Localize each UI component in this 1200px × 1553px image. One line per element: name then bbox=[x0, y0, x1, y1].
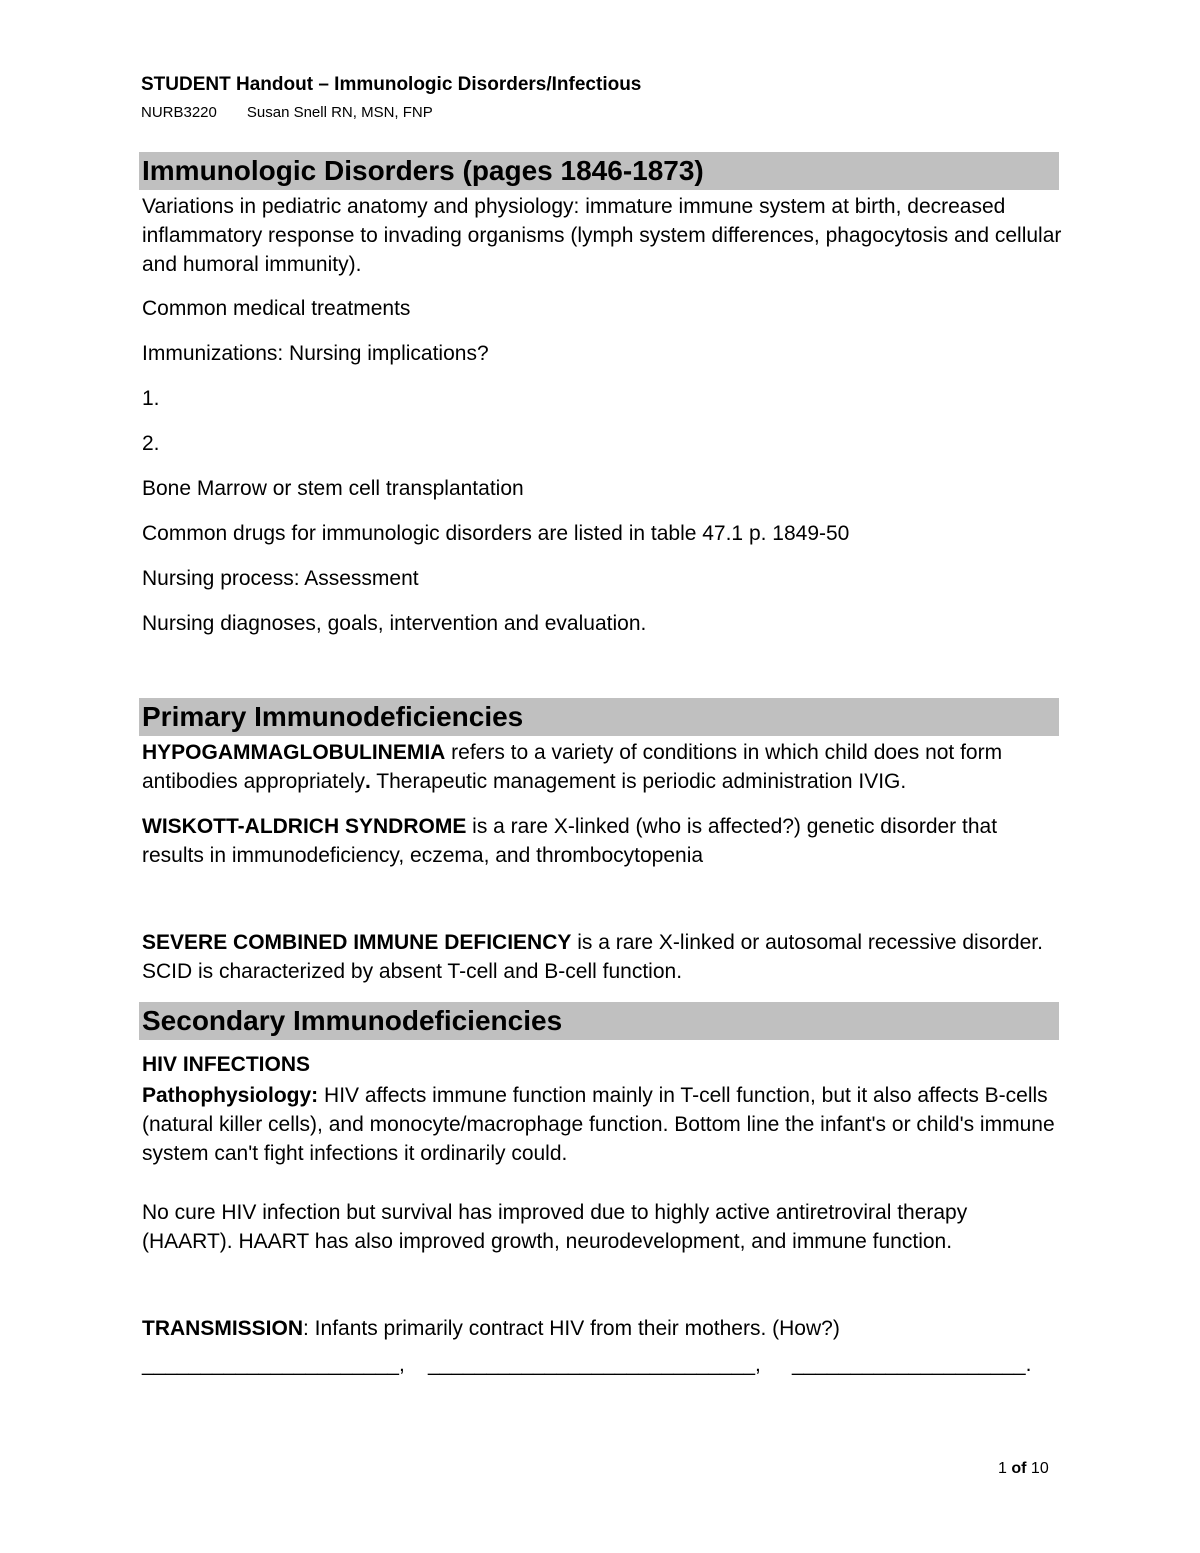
list-item-1: 1. bbox=[142, 387, 160, 410]
nursing-process-line: Nursing process: Assessment bbox=[142, 567, 419, 590]
wiskott-term: WISKOTT-ALDRICH SYNDROME bbox=[142, 815, 467, 838]
variations-paragraph: Variations in pediatric anatomy and physiology: immature immune system at birth, decreased inflammatory response to invading organisms (lymph system differences, phagocytosis and cellular and humoral immunity). bbox=[142, 195, 1062, 276]
hypogammaglobulinemia-text-2: Therapeutic management is periodic administration IVIG. bbox=[370, 770, 907, 793]
course-code: NURB3220 bbox=[141, 104, 217, 121]
section-heading-immunologic: Immunologic Disorders (pages 1846-1873) bbox=[142, 155, 704, 186]
page-number bbox=[998, 1460, 1049, 1478]
pathophysiology-paragraph bbox=[142, 1081, 1062, 1168]
wiskott-text: is a rare X-linked (who is affected?) genetic disorder that results in immunodeficiency, eczema, and thrombocytopenia bbox=[142, 815, 998, 867]
answer-blank-2: ____________________________, bbox=[428, 1353, 761, 1376]
page-of: of bbox=[1011, 1460, 1027, 1477]
handout-title: STUDENT Handout – Immunologic Disorders/Infectious bbox=[141, 74, 642, 95]
hypogammaglobulinemia-paragraph bbox=[142, 738, 1062, 796]
section-heading-secondary: Secondary Immunodeficiencies bbox=[142, 1005, 563, 1036]
scid-term: SEVERE COMBINED IMMUNE DEFICIENCY bbox=[142, 931, 572, 954]
transmission-text: : Infants primarily contract HIV from their mothers. (How?) bbox=[303, 1317, 840, 1340]
wiskott-paragraph bbox=[142, 812, 1062, 870]
common-treatments-line: Common medical treatments bbox=[142, 297, 411, 320]
page-total: 10 bbox=[1030, 1460, 1049, 1477]
hypogammaglobulinemia-term: HYPOGAMMAGLOBULINEMIA bbox=[142, 741, 446, 764]
answer-blank-1: ______________________, bbox=[142, 1353, 405, 1376]
hypogammaglobulinemia-text: refers to a variety of conditions in which child does not form antibodies appropriately bbox=[142, 741, 1003, 793]
scid-paragraph bbox=[142, 928, 1062, 986]
hiv-infections-heading: HIV INFECTIONS bbox=[142, 1053, 311, 1076]
section-heading-primary: Primary Immunodeficiencies bbox=[142, 701, 524, 732]
scid-text: is a rare X-linked or autosomal recessive disorder. SCID is characterized by absent T-cell and B-cell function. bbox=[142, 931, 1043, 983]
page-current: 1 bbox=[998, 1460, 1007, 1477]
nursing-diagnoses-line: Nursing diagnoses, goals, intervention and evaluation. bbox=[142, 612, 647, 635]
author-name: Susan Snell RN, MSN, FNP bbox=[246, 104, 433, 121]
no-cure-paragraph: No cure HIV infection but survival has improved due to highly active antiretroviral therapy (HAART). HAART has also improved growth, neurodevelopment, and immune function. bbox=[142, 1201, 968, 1253]
answer-blank-3: ____________________. bbox=[792, 1353, 1032, 1376]
bone-marrow-line: Bone Marrow or stem cell transplantation bbox=[142, 477, 524, 500]
transmission-term: TRANSMISSION bbox=[142, 1317, 304, 1340]
immunizations-line: Immunizations: Nursing implications? bbox=[142, 342, 489, 365]
pathophysiology-text: HIV affects immune function mainly in T-cell function, but it also affects B-cells (natural killer cells), and monocyte/macrophage function. Bottom line the infant's or child's immune system can't fight infections it ordinarily could. bbox=[142, 1084, 1055, 1165]
common-drugs-line: Common drugs for immunologic disorders are listed in table 47.1 p. 1849-50 bbox=[142, 522, 850, 545]
transmission-line bbox=[142, 1314, 840, 1343]
hypogammaglobulinemia-period: . bbox=[364, 770, 371, 793]
list-item-2: 2. bbox=[142, 432, 160, 455]
pathophysiology-term: Pathophysiology: bbox=[142, 1084, 319, 1107]
handout-subheader bbox=[141, 104, 433, 121]
